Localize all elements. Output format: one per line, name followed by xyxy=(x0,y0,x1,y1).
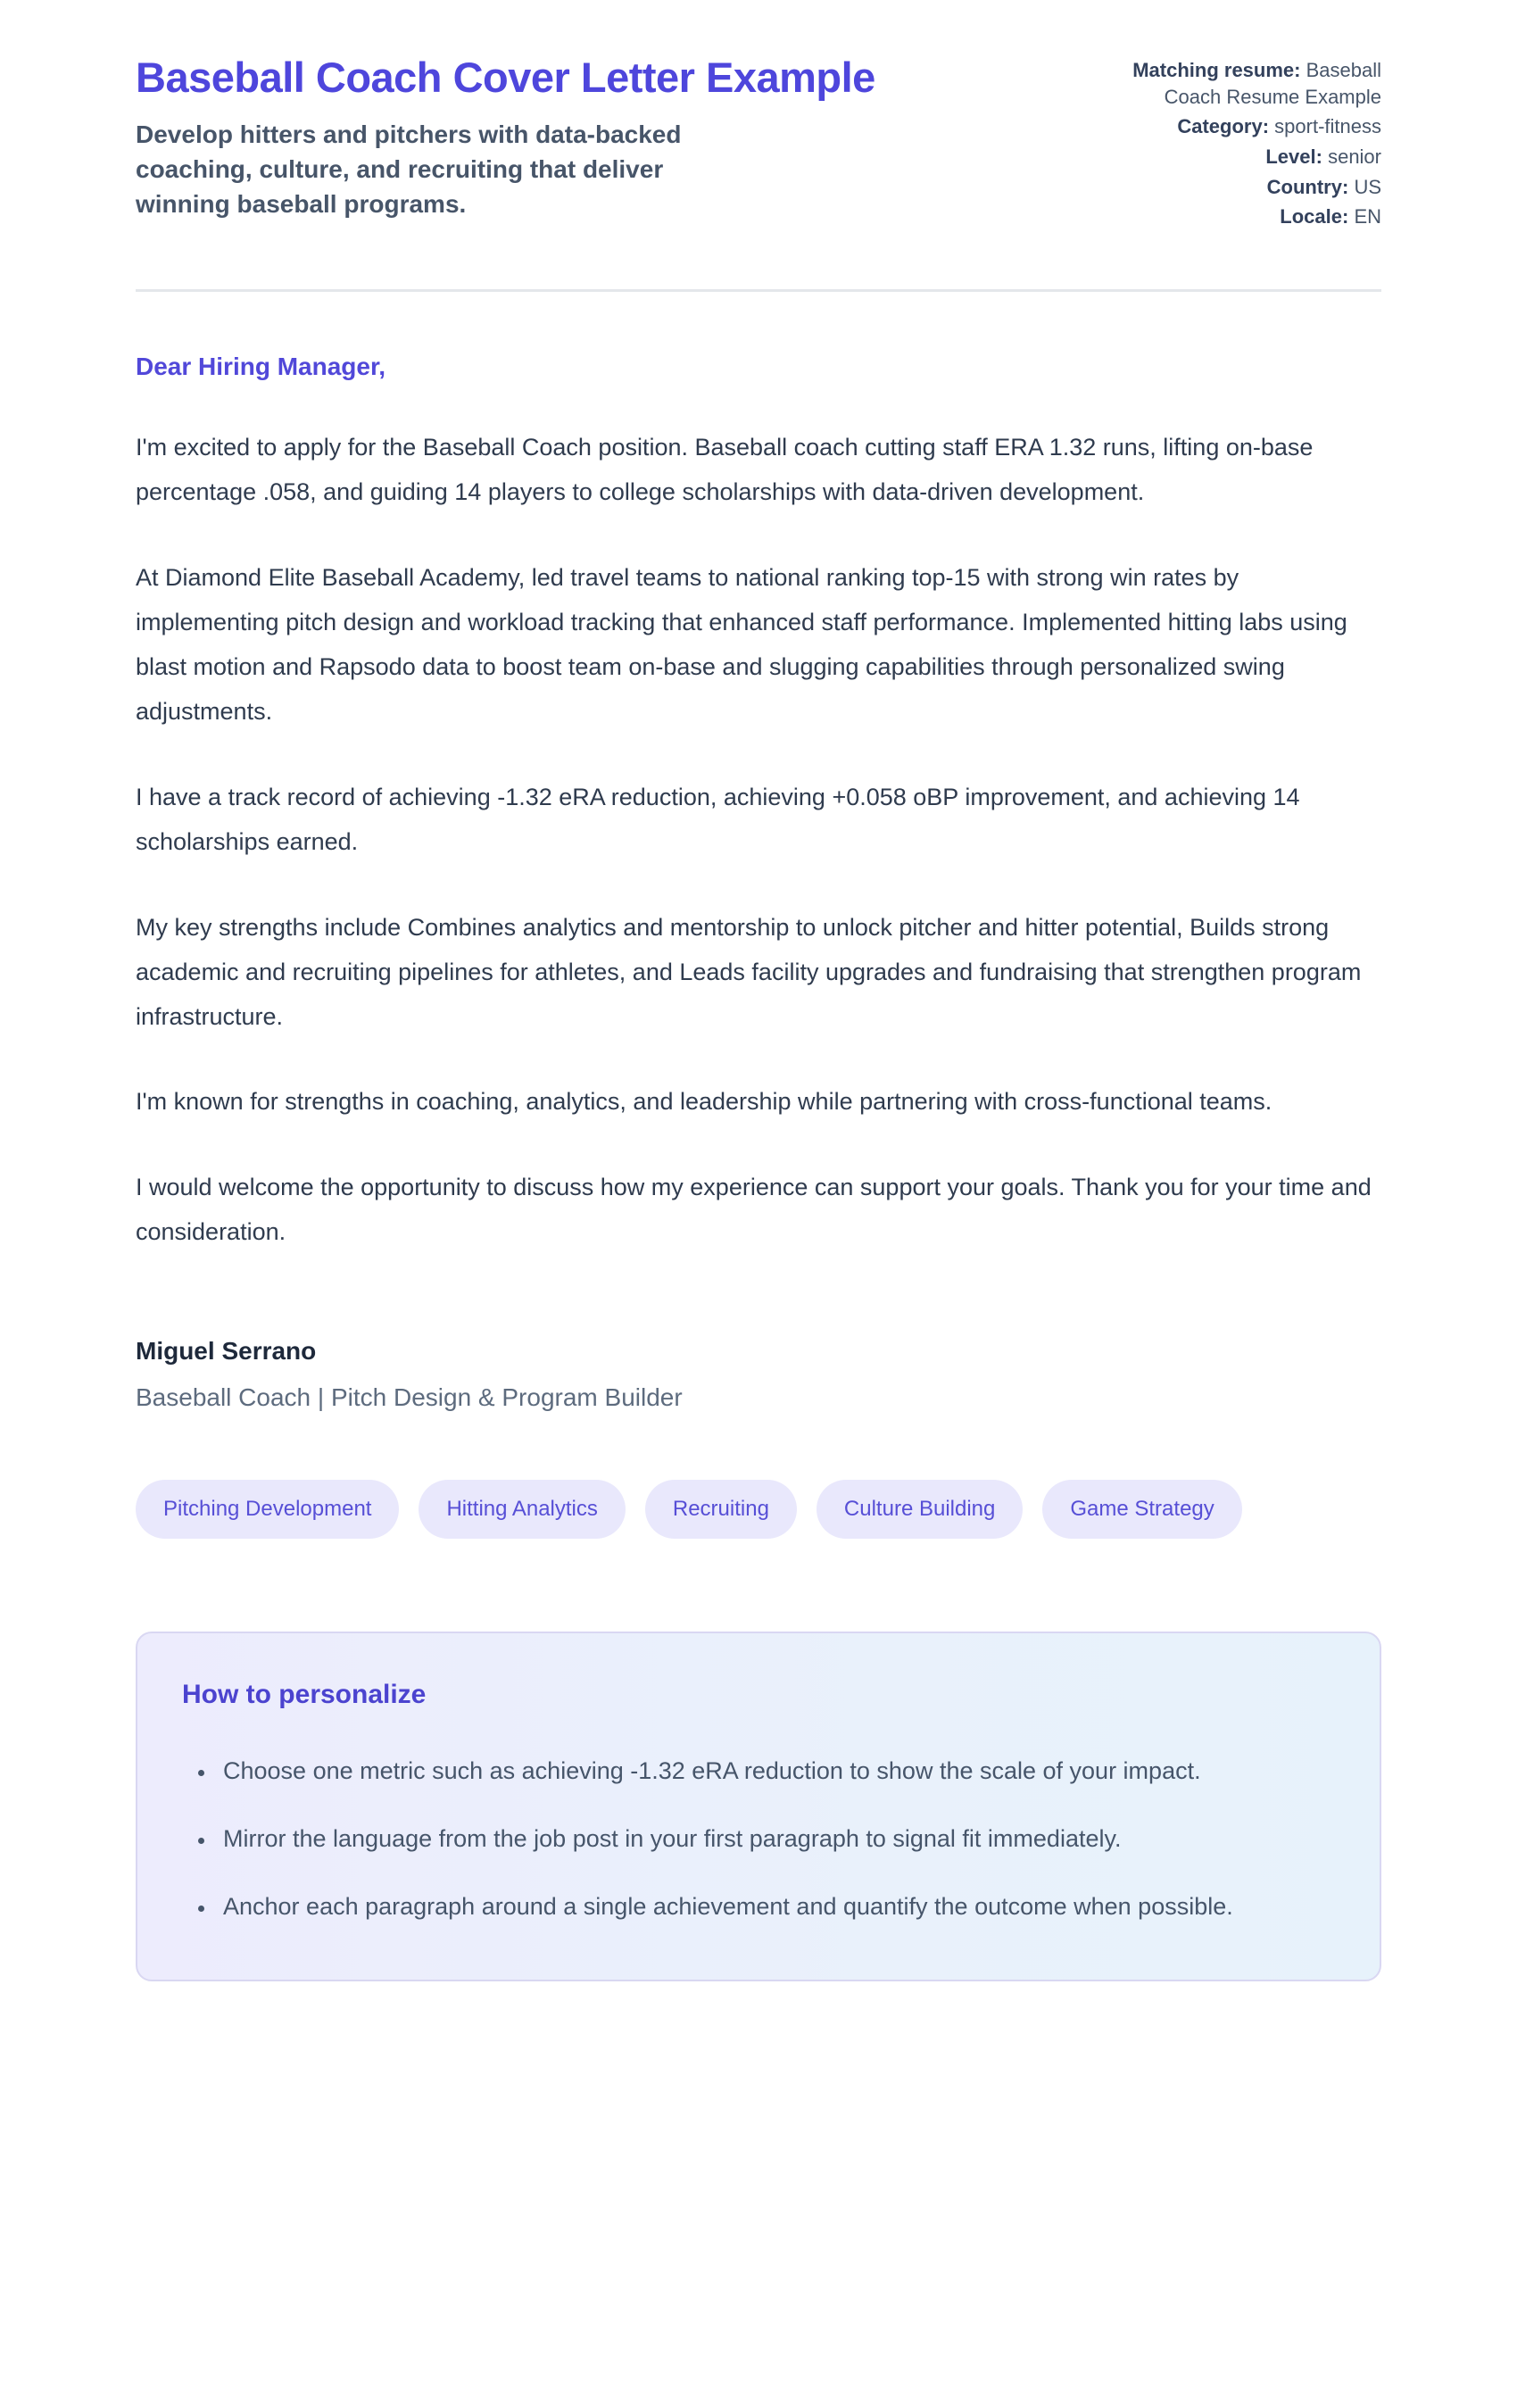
meta-value: senior xyxy=(1328,145,1381,169)
letter-paragraph: I'm known for strengths in coaching, analytics, and leadership while partnering with cross-functional teams. xyxy=(136,1088,1272,1116)
header-divider xyxy=(136,289,1381,292)
letter-greeting: Dear Hiring Manager, xyxy=(136,353,386,381)
meta-value: US xyxy=(1354,175,1381,198)
tag-culture-building: Culture Building xyxy=(817,1480,1023,1539)
meta-matching-resume xyxy=(1132,57,1381,110)
skill-tags xyxy=(136,1480,1381,1539)
page-subtitle: Develop hitters and pitchers with data-backed coaching, culture, and recruiting that deliver winning baseball programs. xyxy=(136,120,682,218)
meta-value: EN xyxy=(1354,205,1381,228)
meta-label: Locale: xyxy=(1280,205,1349,228)
tag-pitching-development: Pitching Development xyxy=(136,1480,399,1539)
page-title: Baseball Coach Cover Letter Example xyxy=(136,54,875,101)
meta-label: Level: xyxy=(1265,145,1322,169)
signature-name: Miguel Serrano xyxy=(136,1337,317,1366)
meta-locale xyxy=(1132,203,1381,230)
meta-value: sport-fitness xyxy=(1274,115,1381,138)
callout-bullet: • Choose one metric such as achieving -1.32 eRA reduction to show the scale of your impact. xyxy=(216,1749,1335,1794)
letter-paragraph: At Diamond Elite Baseball Academy, led travel teams to national ranking top-15 with strong win rates by implementing pitch design and workload tracking that enhanced staff performance. Implemented hitting labs using blast motion and Rapsodo data to boost team on-base and slugging capabilities through personalized swing adjustments. xyxy=(136,564,1347,725)
letter-paragraph: I'm excited to apply for the Baseball Coach position. Baseball coach cutting staff ERA 1.32 runs, lifting on-base percentage .058, and guiding 14 players to college scholarships with data-driven development. xyxy=(136,434,1314,506)
callout-bullet: • Mirror the language from the job post in your first paragraph to signal fit immediately. xyxy=(216,1817,1335,1862)
meta-country xyxy=(1132,174,1381,201)
letter-paragraph: I have a track record of achieving -1.32 eRA reduction, achieving +0.058 oBP improvement, and achieving 14 scholarships earned. xyxy=(136,783,1300,855)
meta-label: Category: xyxy=(1177,115,1270,138)
callout-bullet-list xyxy=(182,1749,1335,1930)
signature-role: Baseball Coach | Pitch Design & Program Builder xyxy=(136,1383,683,1412)
header-title-block xyxy=(136,52,1010,221)
meta-label: Matching resume: xyxy=(1132,59,1301,81)
letter-paragraph: My key strengths include Combines analytics and mentorship to unlock pitcher and hitter potential, Builds strong academic and recruiting pipelines for athletes, and Leads facility upgrades and fundraising that strengthen program infrastructure. xyxy=(136,913,1362,1030)
meta-level xyxy=(1132,144,1381,170)
tag-game-strategy: Game Strategy xyxy=(1042,1480,1241,1539)
letter-paragraph: I would welcome the opportunity to discuss how my experience can support your goals. Thank you for your time and consideration. xyxy=(136,1174,1372,1246)
tag-hitting-analytics: Hitting Analytics xyxy=(419,1480,625,1539)
callout-title: How to personalize xyxy=(182,1680,427,1710)
meta-category xyxy=(1132,113,1381,140)
header xyxy=(136,52,1381,234)
meta-label: Country: xyxy=(1266,175,1349,198)
meta-value: Baseball Coach Resume Example xyxy=(1164,59,1381,108)
cover-letter-body xyxy=(136,353,1381,1981)
resume-meta-panel xyxy=(1132,57,1381,234)
callout-bullet: • Anchor each paragraph around a single achievement and quantify the outcome when possible. xyxy=(216,1885,1335,1930)
tag-recruiting: Recruiting xyxy=(645,1480,797,1539)
how-to-personalize-callout xyxy=(136,1632,1381,1981)
